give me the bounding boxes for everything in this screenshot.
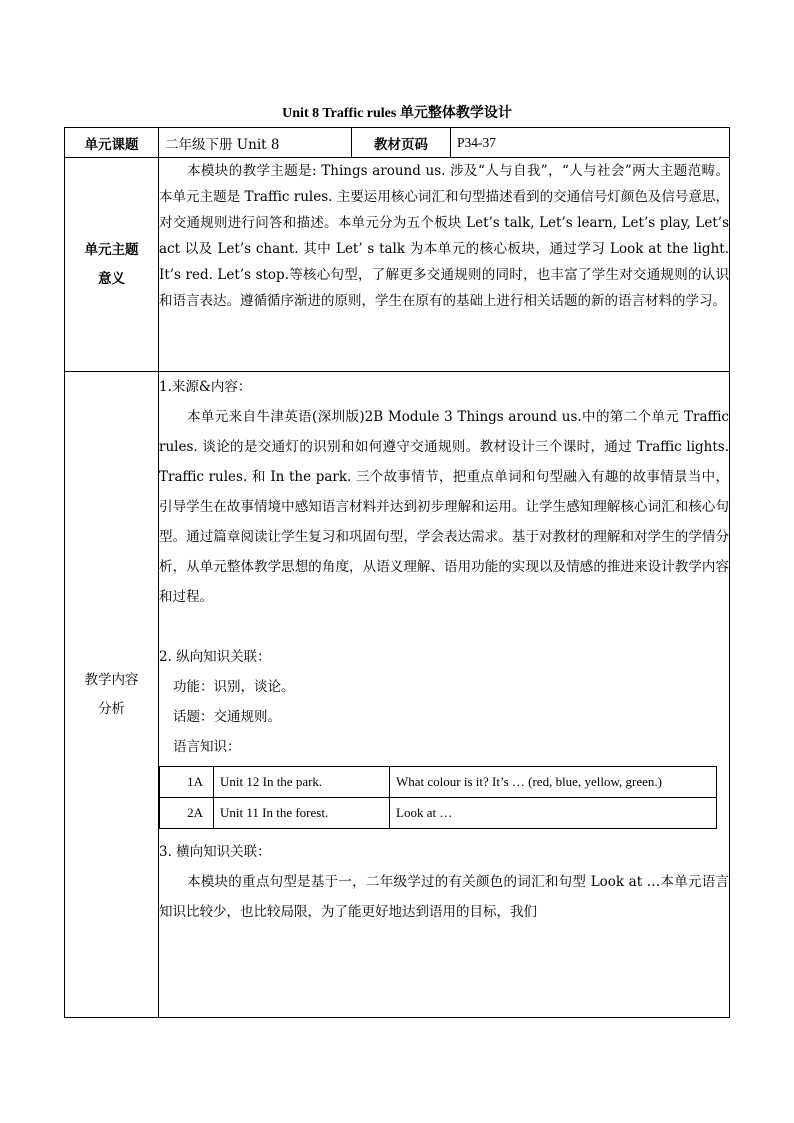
source-heading: 1.来源&内容： (159, 379, 252, 395)
content-analysis-row (65, 372, 730, 1018)
vertical-link-heading: 2. 纵向知识关联： (159, 649, 271, 665)
content-analysis-content (159, 372, 730, 1018)
unit-theme-label-line2: 意义 (98, 270, 125, 287)
content-analysis-label-line2: 分析 (98, 700, 125, 717)
function-text: 功能：识别，谈论。 (173, 679, 295, 695)
page-title: Unit 8 Traffic rules 单元整体教学设计 (282, 106, 512, 121)
unit-theme-row (65, 158, 730, 372)
knowledge-content: Look at … (390, 798, 717, 829)
unit-topic-value: 二年级下册 Unit 8 (159, 128, 352, 158)
content-analysis-label (65, 372, 159, 1018)
topic-text: 话题：交通规则。 (173, 709, 281, 725)
textbook-pages-value: P34-37 (451, 128, 730, 158)
unit-topic-label: 单元课题 (65, 128, 159, 158)
horizontal-link-heading: 3. 横向知识关联： (159, 844, 271, 860)
textbook-pages-label: 教材页码 (352, 128, 451, 158)
content-analysis-label-line1: 教学内容 (84, 671, 139, 688)
unit-theme-text: 本模块的教学主题是: Things around us. 涉及“人与自我”，“人与社会”两大主题范畴。本单元主题是 Traffic rules. 主要运用核心词汇和句型描述看到的交通信号灯颜色及信号意思，对交通规则进行问答和描述。本单元分为五个板块 Let’s talk, Let’s learn, Let’s play, Let’s act 以及 Let’s chant. 其中 Let’ s talk 为本单元的核心板块，通过学习 Look at the light. It’s red. Let’s stop.等核心句型，了解更多交通规则的同时，也丰富了学生对交通规则的认识和语言表达。遵循循序渐进的原则，学生在原有的基础上进行相关话题的新的语言材料的学习。 (159, 163, 729, 309)
knowledge-table (159, 766, 717, 829)
knowledge-row (160, 767, 717, 798)
unit-theme-label (65, 158, 159, 372)
knowledge-content: What colour is it? It’s … (red, blue, yellow, green.) (390, 767, 717, 798)
knowledge-unit: Unit 12 In the park. (214, 767, 390, 798)
horizontal-link-text: 本模块的重点句型是基于一，二年级学过的有关颜色的词汇和句型 Look at …本单元语言知识比较少，也比较局限，为了能更好地达到语用的目标，我们 (159, 874, 729, 920)
unit-topic-row (65, 128, 730, 158)
unit-theme-label-line1: 单元主题 (84, 241, 139, 258)
lesson-plan-table (64, 127, 730, 1018)
knowledge-grade: 1A (160, 767, 214, 798)
knowledge-unit: Unit 11 In the forest. (214, 798, 390, 829)
language-knowledge-label: 语言知识： (173, 739, 241, 755)
knowledge-grade: 2A (160, 798, 214, 829)
knowledge-row (160, 798, 717, 829)
unit-theme-content (159, 158, 730, 372)
source-text: 本单元来自牛津英语(深圳版)2B Module 3 Things around us.中的第二个单元 Traffic rules. 谈论的是交通灯的识别和如何遵守交通规则。教材设计三个课时，通过 Traffic lights. Traffic rules. 和 In the park. 三个故事情节，把重点单词和句型融入有趣的故事情景当中，引导学生在故事情境中感知语言材料并达到初步理解和运用。让学生感知理解核心词汇和核心句型。通过篇章阅读让学生复习和巩固句型，学会表达需求。基于对教材的理解和对学生的学情分析，从单元整体教学思想的角度，从语义理解、语用功能的实现以及情感的推进来设计教学内容和过程。 (159, 409, 729, 605)
